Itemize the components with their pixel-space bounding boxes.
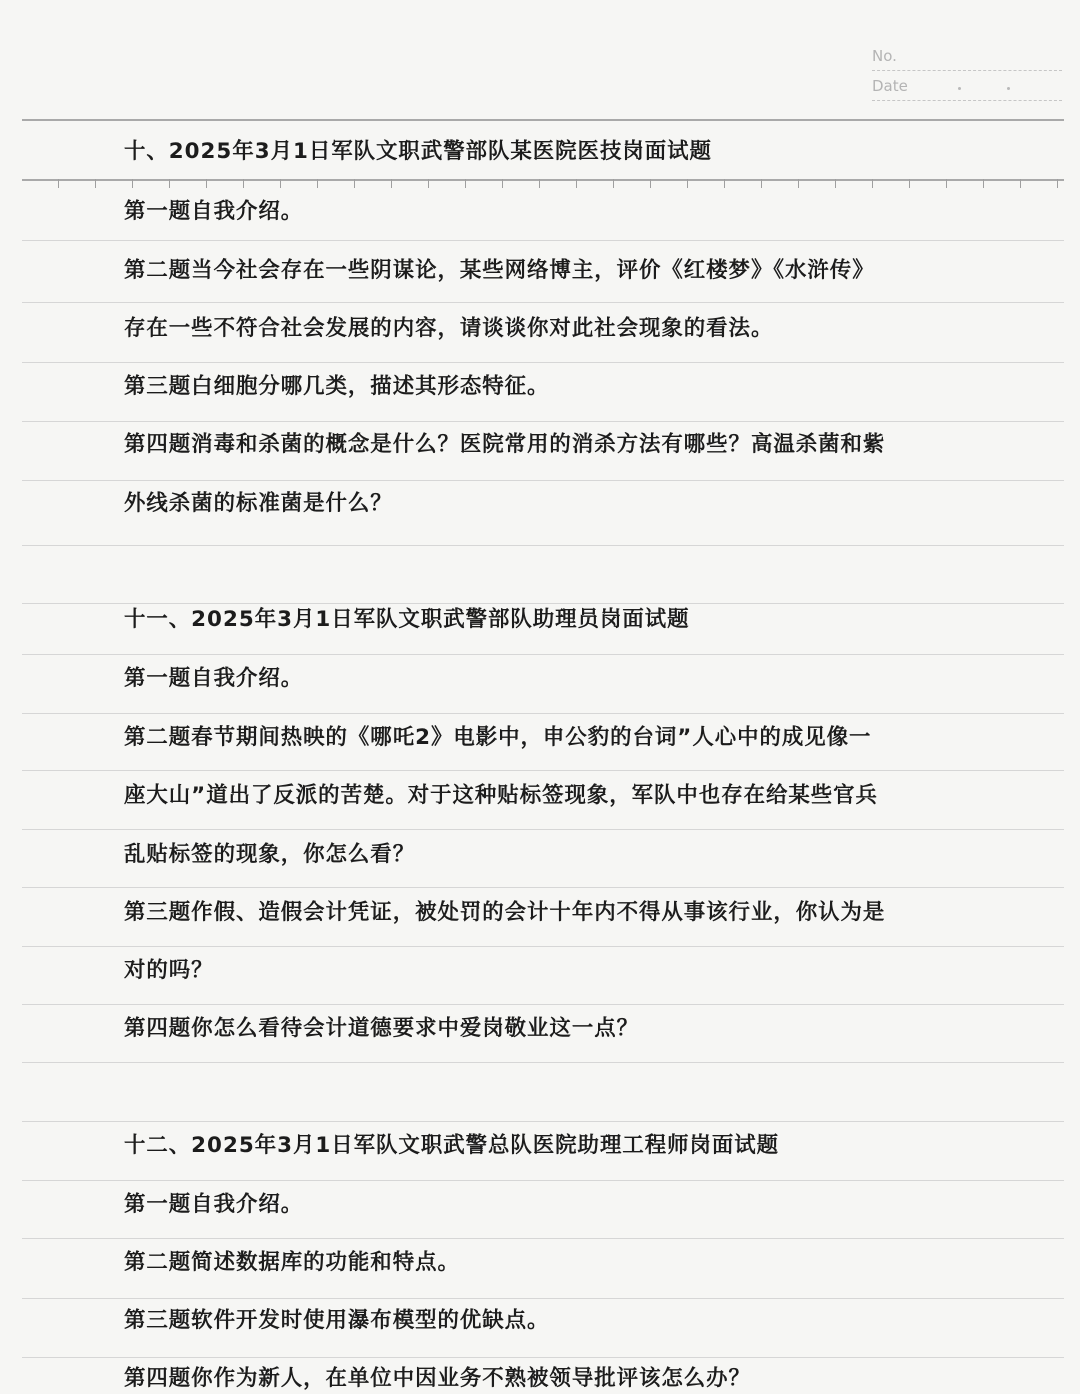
ruled-line bbox=[22, 770, 1064, 771]
ruled-line bbox=[22, 421, 1064, 422]
ruled-line bbox=[22, 1180, 1064, 1181]
ruled-line bbox=[22, 1357, 1064, 1358]
ruled-line bbox=[22, 545, 1064, 546]
question-line: 乱贴标签的现象，你怎么看？ bbox=[124, 842, 416, 867]
date-label: Date bbox=[872, 77, 908, 95]
ruled-line bbox=[22, 603, 1064, 604]
question-line: 第二题当今社会存在一些阴谋论，某些网络博主，评价《红楼梦》《水浒传》 bbox=[124, 258, 875, 283]
no-label: No. bbox=[872, 47, 897, 65]
ruled-line bbox=[22, 887, 1064, 888]
question-line: 座大山”道出了反派的苦楚。对于这种贴标签现象，军队中也存在给某些官兵 bbox=[124, 783, 878, 808]
ruled-line bbox=[22, 1062, 1064, 1063]
no-underline bbox=[872, 70, 1062, 71]
question-line: 第二题春节期间热映的《哪吒2》电影中，申公豹的台词”人心中的成见像一 bbox=[124, 725, 872, 750]
ruled-line bbox=[22, 1238, 1064, 1239]
section-title: 十一、2025年3月1日军队文职武警部队助理员岗面试题 bbox=[124, 607, 690, 632]
question-line: 第一题自我介绍。 bbox=[124, 199, 304, 224]
ruled-line bbox=[22, 240, 1064, 241]
section-title: 十二、2025年3月1日军队文职武警总队医院助理工程师岗面试题 bbox=[124, 1133, 780, 1158]
question-line: 第二题简述数据库的功能和特点。 bbox=[124, 1250, 460, 1275]
question-line: 第一题自我介绍。 bbox=[124, 1192, 304, 1217]
ruled-line bbox=[22, 1298, 1064, 1299]
ruled-line bbox=[22, 713, 1064, 714]
ruled-line bbox=[22, 480, 1064, 481]
ruled-line bbox=[22, 654, 1064, 655]
question-line: 第三题白细胞分哪几类，描述其形态特征。 bbox=[124, 374, 550, 399]
question-line: 第三题软件开发时使用瀑布模型的优缺点。 bbox=[124, 1308, 550, 1333]
ruled-line bbox=[22, 302, 1064, 303]
ruled-line bbox=[22, 946, 1064, 947]
date-separator-dot bbox=[958, 87, 961, 90]
ruled-line bbox=[22, 1121, 1064, 1122]
ruled-line bbox=[22, 1004, 1064, 1005]
ruled-line bbox=[22, 829, 1064, 830]
question-line: 第三题作假、造假会计凭证，被处罚的会计十年内不得从事该行业，你认为是 bbox=[124, 900, 886, 925]
question-line: 第四题你怎么看待会计道德要求中爱岗敬业这一点？ bbox=[124, 1016, 639, 1041]
section-title: 十、2025年3月1日军队文职武警部队某医院医技岗面试题 bbox=[124, 139, 712, 164]
question-line: 外线杀菌的标准菌是什么？ bbox=[124, 491, 393, 516]
date-separator-dot bbox=[1007, 87, 1010, 90]
question-line: 第四题你作为新人，在单位中因业务不熟被领导批评该怎么办？ bbox=[124, 1366, 751, 1391]
question-line: 第一题自我介绍。 bbox=[124, 666, 304, 691]
top-rule bbox=[22, 119, 1064, 121]
question-line: 存在一些不符合社会发展的内容，请谈谈你对此社会现象的看法。 bbox=[124, 316, 774, 341]
date-underline bbox=[872, 100, 1062, 101]
question-line: 对的吗？ bbox=[124, 958, 214, 983]
question-line: 第四题消毒和杀菌的概念是什么？医院常用的消杀方法有哪些？高温杀菌和紫 bbox=[124, 432, 886, 457]
ruler-ticks bbox=[22, 179, 1064, 188]
ruled-line bbox=[22, 362, 1064, 363]
